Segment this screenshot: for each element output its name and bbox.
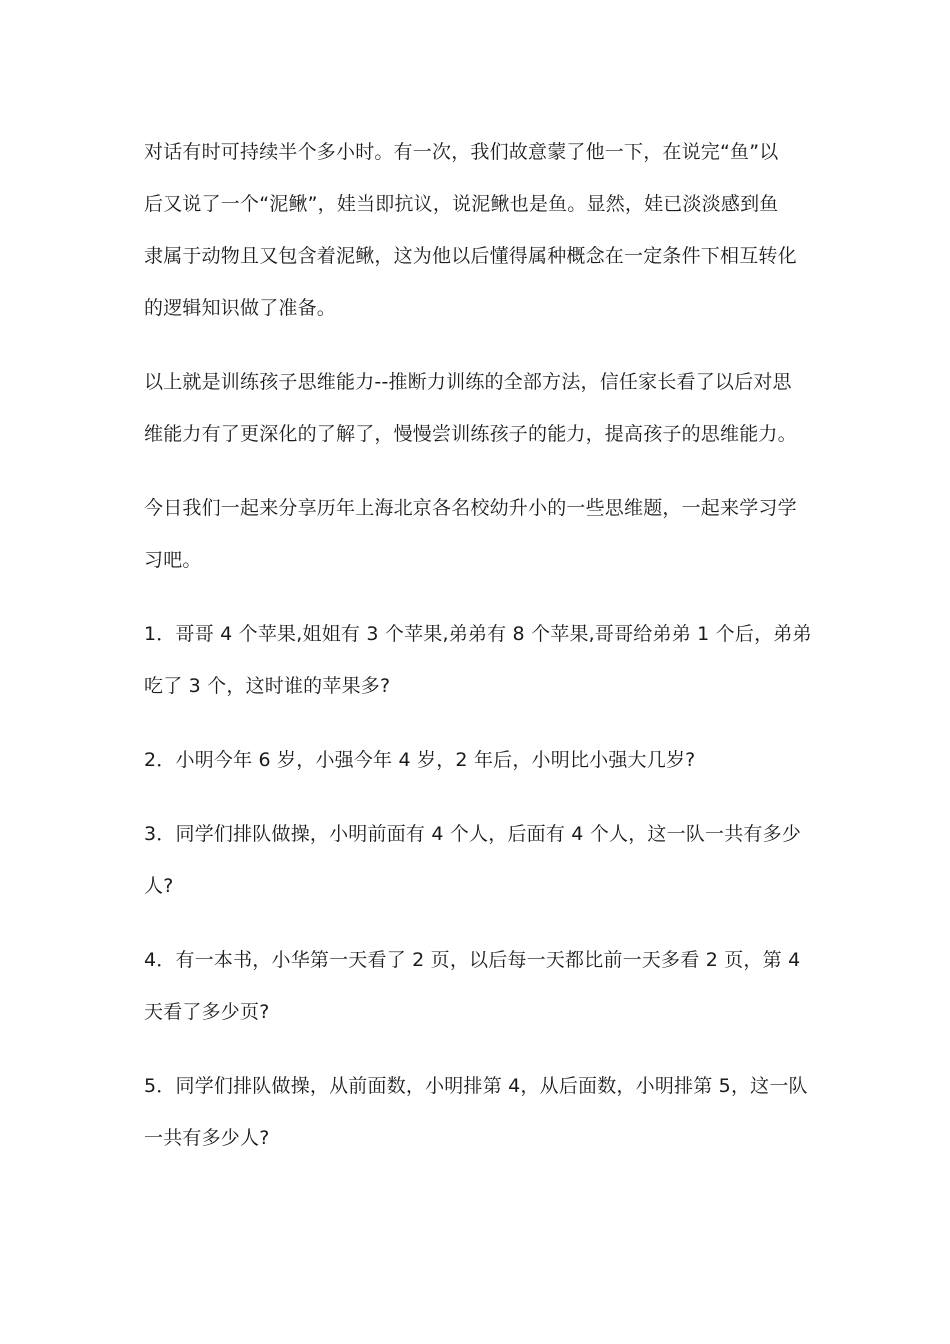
paragraph-gap xyxy=(144,334,808,356)
text-line: 人? xyxy=(144,875,174,897)
text-line: 4．有一本书，小华第一天看了 2 页，以后每一天都比前一天多看 2 页，第 4 xyxy=(144,949,801,971)
text-line: 3．同学们排队做操，小明前面有 4 个人，后面有 4 个人，这一队一共有多少 xyxy=(144,823,802,845)
paragraph-summary xyxy=(144,356,808,460)
paragraph-gap xyxy=(144,912,808,934)
question-1 xyxy=(144,608,812,712)
text-line: 今日我们一起来分享历年上海北京各名校幼升小的一些思维题，一起来学习学 xyxy=(144,497,797,519)
paragraph-gap xyxy=(144,786,808,808)
question-4 xyxy=(144,934,808,1038)
text-line: 以上就是训练孩子思维能力--推断力训练的全部方法，信任家长看了以后对思 xyxy=(144,371,792,393)
paragraph-gap xyxy=(144,1038,808,1060)
text-line: 5．同学们排队做操，从前面数，小明排第 4，从后面数，小明排第 5，这一队 xyxy=(144,1075,808,1097)
paragraph-intro-questions xyxy=(144,482,808,586)
text-line: 吃了 3 个，这时谁的苹果多? xyxy=(144,675,391,697)
question-3 xyxy=(144,808,808,912)
text-line: 习吧。 xyxy=(144,549,202,571)
text-line: 2．小明今年 6 岁，小强今年 4 岁，2 年后，小明比小强大几岁? xyxy=(144,749,696,771)
paragraph-gap xyxy=(144,460,808,482)
text-line: 后又说了一个“泥鳅”，娃当即抗议，说泥鳅也是鱼。显然，娃已淡淡感到鱼 xyxy=(144,193,779,215)
question-2 xyxy=(144,734,808,786)
text-line: 对话有时可持续半个多小时。有一次，我们故意蒙了他一下，在说完“鱼”以 xyxy=(144,141,779,163)
question-5 xyxy=(144,1060,808,1164)
text-line: 天看了多少页? xyxy=(144,1001,270,1023)
document-body xyxy=(144,126,812,1164)
text-line: 隶属于动物且又包含着泥鳅，这为他以后懂得属种概念在一定条件下相互转化 xyxy=(144,245,797,267)
text-line: 1．哥哥 4 个苹果,姐姐有 3 个苹果,弟弟有 8 个苹果,哥哥给弟弟 1 个后，弟弟 xyxy=(144,623,812,645)
text-line: 维能力有了更深化的了解了，慢慢尝训练孩子的能力，提高孩子的思维能力。 xyxy=(144,423,797,445)
text-line: 一共有多少人? xyxy=(144,1127,270,1149)
paragraph-gap xyxy=(144,586,808,608)
paragraph-gap xyxy=(144,712,808,734)
text-line: 的逻辑知识做了准备。 xyxy=(144,297,337,319)
paragraph-intro-story xyxy=(144,126,808,334)
